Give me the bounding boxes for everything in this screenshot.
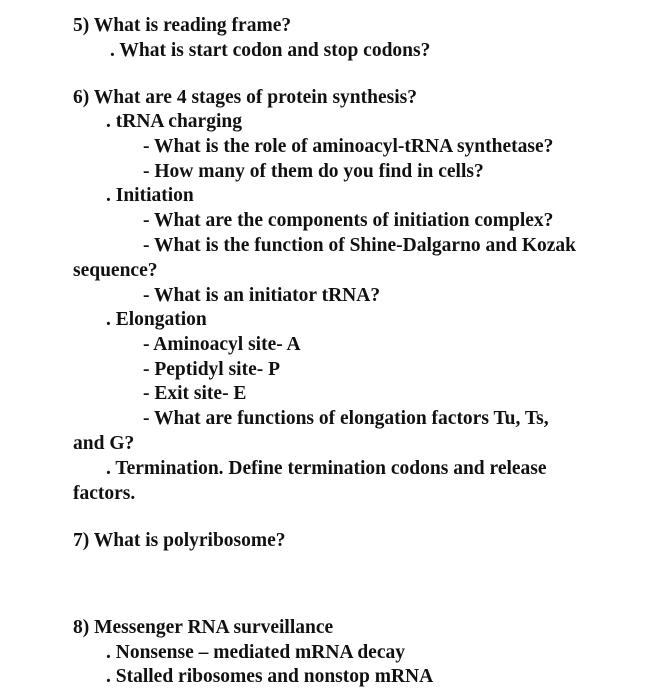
q6-initiation-question-c: - What is an initiator tRNA? <box>143 285 381 306</box>
q6-initiation-question-a: - What are the components of initiation complex? <box>143 210 554 231</box>
q6-termination-cont: factors. <box>73 483 136 504</box>
q6-trna-question-a: - What is the role of aminoacyl-tRNA synthetase? <box>143 136 554 157</box>
q5-heading: 5) What is reading frame? <box>73 15 292 36</box>
q6-initiation: . Initiation <box>106 185 194 206</box>
q6-heading: 6) What are 4 stages of protein synthesis? <box>73 87 417 108</box>
q5-subitem-start-stop-codons: . What is start codon and stop codons? <box>110 40 431 61</box>
q8-subitem-stalled-ribosomes: . Stalled ribosomes and nonstop mRNA <box>106 666 434 687</box>
q6-elongation-e-site: - Exit site- E <box>143 383 247 404</box>
q6-elongation-a-site: - Aminoacyl site- A <box>143 334 301 355</box>
q6-elongation-factors-cont: and G? <box>73 433 135 454</box>
q6-trna-question-b: - How many of them do you find in cells? <box>143 161 484 182</box>
q6-termination: . Termination. Define termination codons and release <box>106 458 547 479</box>
q6-elongation-factors: - What are functions of elongation factors Tu, Ts, <box>143 408 549 429</box>
q6-elongation-p-site: - Peptidyl site- P <box>143 359 281 380</box>
q8-heading: 8) Messenger RNA surveillance <box>73 617 334 638</box>
q6-initiation-question-b: - What is the function of Shine-Dalgarno and Kozak <box>143 235 577 256</box>
q6-elongation: . Elongation <box>106 309 207 330</box>
q6-initiation-question-b-cont: sequence? <box>73 260 158 281</box>
q7-heading: 7) What is polyribosome? <box>73 530 286 551</box>
q6-trna-charging: . tRNA charging <box>106 111 242 132</box>
q8-subitem-nonsense-decay: . Nonsense – mediated mRNA decay <box>106 642 405 663</box>
